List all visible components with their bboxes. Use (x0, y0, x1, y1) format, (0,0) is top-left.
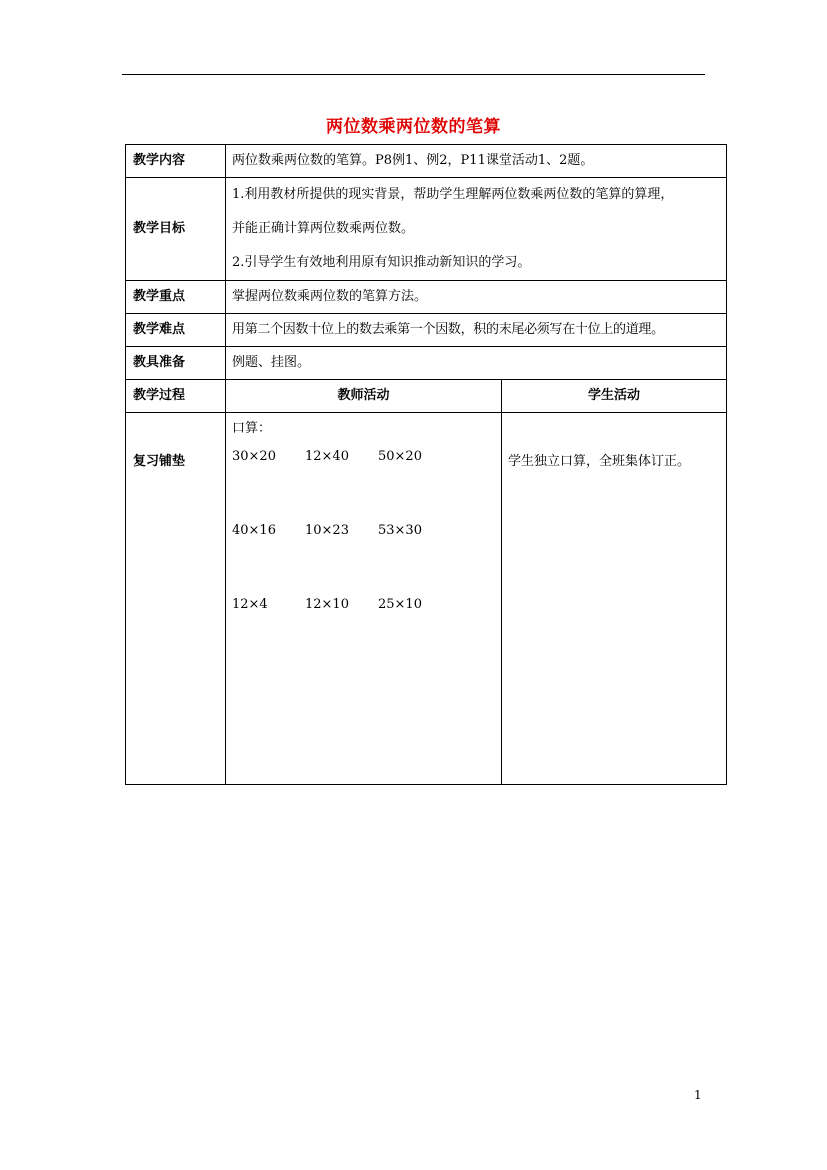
label-review: 复习铺垫 (126, 413, 226, 785)
document-title: 两位数乘两位数的笔算 (326, 117, 501, 137)
calc-item: 12×40 (305, 449, 349, 464)
label-difficulty: 教学难点 (126, 314, 226, 347)
teacher-review-cell (226, 413, 502, 785)
goal-line-1: 1.利用教材所提供的现实背景，帮助学生理解两位数乘两位数的笔算的算理， (232, 187, 674, 202)
calc-item: 10×23 (305, 523, 349, 538)
calc-row-1 (232, 446, 495, 468)
row-content (126, 145, 727, 178)
student-review-cell: 学生独立口算，全班集体订正。 (502, 413, 727, 785)
label-process: 教学过程 (126, 380, 226, 413)
header-rule (122, 74, 705, 75)
lesson-plan-table (125, 144, 727, 785)
row-review (126, 413, 727, 785)
goal-line-2: 并能正确计算两位数乘两位数。 (232, 221, 415, 236)
row-key-point (126, 281, 727, 314)
value-key-point: 掌握两位数乘两位数的笔算方法。 (226, 281, 727, 314)
value-goals (226, 178, 727, 281)
calc-item: 50×20 (378, 449, 422, 464)
label-key-point: 教学重点 (126, 281, 226, 314)
goal-line-3: 2.引导学生有效地利用原有知识推动新知识的学习。 (232, 255, 531, 270)
label-materials: 教具准备 (126, 347, 226, 380)
teacher-activity-header: 教师活动 (226, 380, 502, 413)
row-process-header (126, 380, 727, 413)
page-number: 1 (694, 1088, 702, 1102)
label-content: 教学内容 (126, 145, 226, 178)
value-materials: 例题、挂图。 (226, 347, 727, 380)
calc-item: 40×16 (232, 523, 276, 538)
oral-calc-label: 口算： (232, 421, 272, 436)
row-materials (126, 347, 727, 380)
calc-item: 12×10 (305, 597, 349, 612)
value-difficulty: 用第二个因数十位上的数去乘第一个因数，积的末尾必须写在十位上的道理。 (226, 314, 727, 347)
calc-item: 30×20 (232, 449, 276, 464)
value-content: 两位数乘两位数的笔算。P8例1、例2，P11课堂活动1、2题。 (226, 145, 727, 178)
student-activity-header: 学生活动 (502, 380, 727, 413)
row-difficulty (126, 314, 727, 347)
calc-row-2 (232, 520, 495, 542)
label-goals: 教学目标 (126, 178, 226, 281)
calc-item: 25×10 (378, 597, 422, 612)
calc-item: 12×4 (232, 597, 268, 612)
calc-item: 53×30 (378, 523, 422, 538)
row-goals (126, 178, 727, 281)
calc-row-3 (232, 594, 495, 616)
